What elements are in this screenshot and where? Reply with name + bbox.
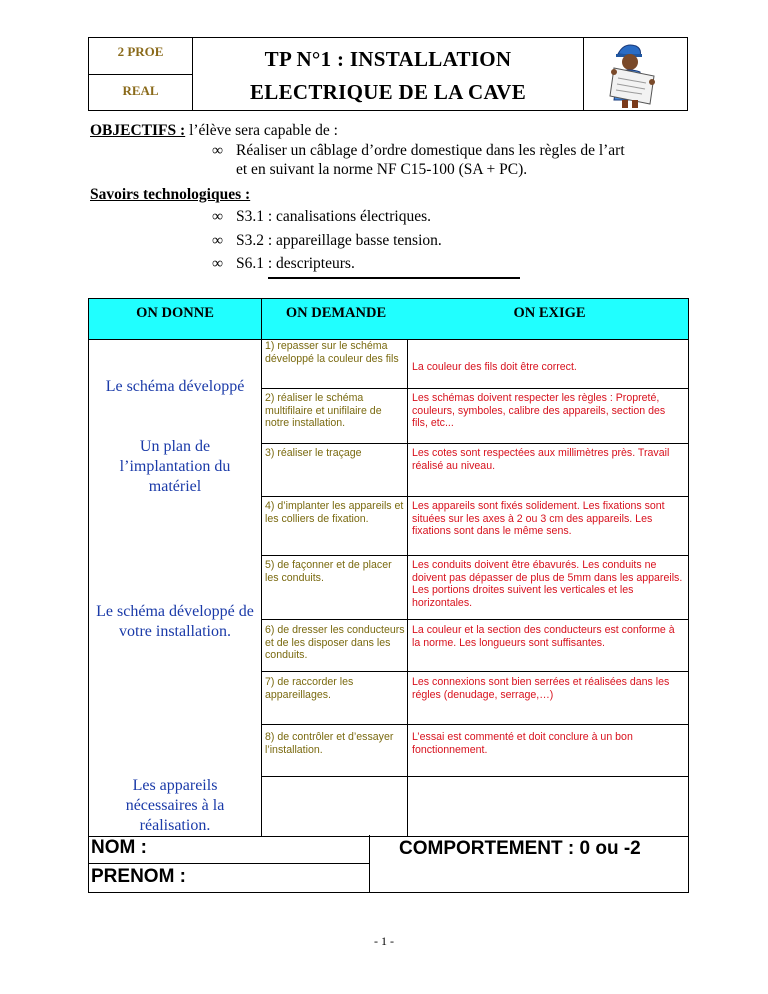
real-label: REAL — [122, 83, 159, 98]
footer-box — [88, 835, 689, 893]
require-item: Les schémas doivent respecter les règles : Propreté, couleurs, symboles, calibre des appareils, section des fils, etc... — [412, 392, 666, 429]
savoirs-heading — [90, 186, 250, 204]
savoir-text: S6.1 : descripteurs. — [236, 255, 355, 272]
savoir-text: S3.1 : canalisations électriques. — [236, 208, 431, 225]
header-box — [88, 37, 688, 111]
header-demand: ON DEMANDE — [285, 305, 387, 321]
demand-item: 4) d’implanter les appareils et les colliers de fixation. — [265, 500, 404, 525]
requirements-table — [88, 298, 689, 837]
header-given: ON DONNE — [136, 305, 214, 321]
require-item: Les cotes sont respectées aux millimètres près. Travail réalisé au niveau. — [412, 447, 670, 472]
bullet-icon: ∞ — [212, 255, 224, 272]
demand-item: 3) réaliser le traçage — [265, 447, 362, 459]
demand-item: 5) de façonner et de placer les conduits. — [265, 559, 392, 584]
row-divider — [261, 443, 688, 444]
given-item: Les appareils nécessaires à la réalisation. — [125, 777, 225, 834]
require-item: Les connexions sont bien serrées et réalisées dans les régles (denudage, serrage,…) — [412, 676, 670, 701]
objective-item — [212, 141, 625, 160]
require-item: Les appareils sont fixés solidement. Les fixations sont situées sur les axes à 2 ou 3 cm des appareils. Les fixations sont dans le même sens. — [412, 500, 665, 537]
savoir-item — [212, 254, 355, 273]
real-cell — [89, 75, 193, 110]
objective-line-1: Réaliser un câblage d’ordre domestique dans les règles de l’art — [236, 142, 625, 159]
footer-divider — [89, 863, 369, 864]
demand-item: 6) de dresser les conducteurs et de les disposer dans les conduits. — [265, 624, 405, 661]
header-require: ON EXIGE — [513, 305, 586, 321]
class-label: 2 PROE — [117, 44, 164, 59]
demand-item: 1) repasser sur le schéma développé la couleur des fils — [265, 340, 399, 365]
objectives-label: OBJECTIFS : — [90, 122, 186, 139]
comportement-label: COMPORTEMENT : 0 ou -2 — [399, 838, 641, 859]
require-item: L’essai est commenté et doit conclure à un bon fonctionnement. — [412, 731, 633, 756]
demand-item: 8) de contrôler et d’essayer l’installation. — [265, 731, 394, 756]
demand-item: 7) de raccorder les appareillages. — [265, 676, 354, 701]
class-cell — [89, 38, 193, 75]
separator-line — [268, 277, 520, 279]
row-divider — [261, 776, 688, 777]
require-item: Les conduits doivent être ébavurés. Les conduits ne doivent pas dépasser de plus de 5mm dans les appareils. Les portions droites suivent les verticales et les horizontales. — [412, 559, 683, 609]
savoir-item — [212, 207, 431, 226]
objectives-line — [90, 121, 338, 140]
row-divider — [261, 555, 688, 556]
require-item: La couleur des fils doit être correct. — [412, 361, 577, 373]
given-item: Le schéma développé de votre installation. — [96, 603, 254, 640]
row-divider — [261, 388, 688, 389]
objective-item-cont — [236, 160, 527, 179]
title-line-2: ELECTRIQUE DE LA CAVE — [249, 80, 527, 104]
page-number: - 1 - — [374, 934, 394, 948]
row-divider — [261, 724, 688, 725]
bullet-icon: ∞ — [212, 142, 224, 159]
row-divider — [261, 619, 688, 620]
electrician-with-plan-icon — [584, 38, 687, 110]
require-item: La couleur et la section des conducteurs est conforme à la norme. Les longueurs sont suffisantes. — [412, 624, 675, 649]
footer-divider — [369, 835, 370, 892]
savoirs-label: Savoirs technologiques : — [90, 186, 251, 203]
objective-line-2: et en suivant la norme NF C15-100 (SA + PC). — [236, 161, 528, 178]
column-divider — [407, 339, 408, 836]
table-header-row — [89, 299, 688, 340]
column-divider — [261, 299, 262, 836]
demand-item: 2) réaliser le schéma multifilaire et unifilaire de notre installation. — [265, 392, 382, 429]
bullet-icon: ∞ — [212, 208, 224, 225]
prenom-label: PRENOM : — [91, 866, 186, 887]
savoir-text: S3.2 : appareillage basse tension. — [236, 232, 442, 249]
savoir-item — [212, 231, 442, 250]
title-line-1: TP N°1 : INSTALLATION — [264, 47, 512, 71]
page-title — [193, 38, 584, 110]
given-item: Un plan de l’implantation du matériel — [119, 438, 231, 495]
given-item: Le schéma développé — [105, 378, 245, 395]
row-divider — [261, 671, 688, 672]
row-divider — [261, 496, 688, 497]
bullet-icon: ∞ — [212, 232, 224, 249]
nom-label: NOM : — [91, 837, 147, 858]
objectives-intro: l’élève sera capable de : — [185, 122, 338, 139]
